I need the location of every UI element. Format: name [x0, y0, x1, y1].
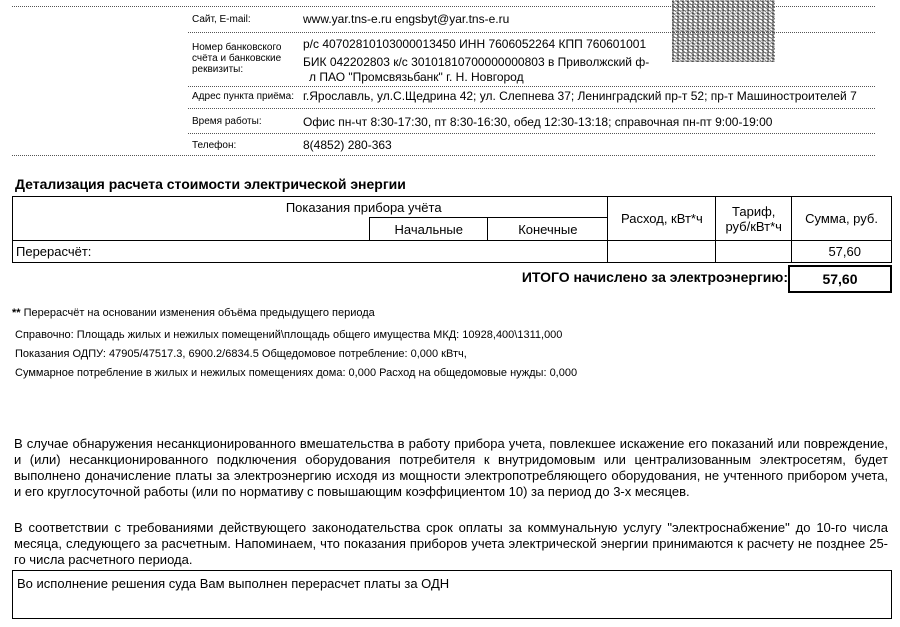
- ref-line-3: Суммарное потребление в жилых и нежилых помещениях дома: 0,000 Расход на общедомовые нужды: 0,000: [15, 367, 578, 379]
- divider: [188, 108, 875, 109]
- bank-label: Номер банковского счёта и банковские реквизиты:: [192, 42, 282, 75]
- col-sum: Сумма, руб.: [792, 197, 892, 241]
- phone-label: Телефон:: [192, 140, 237, 151]
- hours-label: Время работы:: [192, 116, 262, 127]
- address-label: Адрес пункта приёма:: [192, 91, 294, 102]
- bank-line-2: БИК 042202803 к/с 30101810700000000803 в Приволжский ф-: [303, 55, 650, 69]
- bank-line-1: р/с 40702810103000013450 ИНН 7606052264 КПП 760601001: [303, 37, 647, 51]
- ref-line-1: Справочно: Площадь жилых и нежилых помещений\площадь общего имущества МКД: 10928,400\1311,000: [15, 329, 563, 341]
- col-final: Конечные: [488, 218, 608, 241]
- divider: [188, 133, 875, 134]
- footnote-text: Перерасчёт на основании изменения объёма предыдущего периода: [20, 307, 375, 319]
- total-value: 57,60: [788, 265, 892, 293]
- readings-blank: [13, 218, 370, 241]
- court-notice-box: [12, 570, 892, 619]
- site-label: Сайт, E-mail:: [192, 14, 251, 25]
- tampering-paragraph: В случае обнаружения несанкционированного вмешательства в работу прибора учета, повлекшее искажение его показаний или повреждение, и (или) несанкционированного подключения оборудования потребителя к внутридомовым или централизованным электросетям, будет выполнено доначисление платы за электроэнергию исходя из мощности электропотребляющего оборудования, не учтенного прибором учета, и его круглосуточной работы (или по нормативу с повышающим коэффициентом 10) за период до 3-х месяцев.: [14, 436, 888, 499]
- total-label: ИТОГО начислено за электроэнергию:: [521, 269, 788, 285]
- site-value: www.yar.tns-e.ru engsbyt@yar.tns-e.ru: [303, 12, 510, 26]
- row-sum: 57,60: [792, 241, 892, 263]
- row-consumption: [608, 241, 716, 263]
- divider: [188, 32, 875, 33]
- bank-line-3: л ПАО "Промсвязьбанк" г. Н. Новгород: [309, 70, 524, 84]
- court-notice-text: Во исполнение решения суда Вам выполнен перерасчет платы за ОДН: [17, 576, 450, 591]
- col-readings: Показания прибора учёта: [13, 197, 608, 218]
- footnote-mark: **: [12, 307, 21, 319]
- hours-value: Офис пн-чт 8:30-17:30, пт 8:30-16:30, обед 12:30-13:18; справочная пн-пт 9:00-19:00: [303, 115, 773, 129]
- col-initial: Начальные: [370, 218, 488, 241]
- details-table: [12, 196, 892, 263]
- row-label: Перерасчёт:: [13, 241, 608, 263]
- row-tariff: [716, 241, 792, 263]
- total-row: [12, 265, 892, 291]
- details-title: Детализация расчета стоимости электрической энергии: [15, 176, 406, 192]
- col-consumption: Расход, кВт*ч: [608, 197, 716, 241]
- address-value: г.Ярославль, ул.С.Щедрина 42; ул. Слепнева 37; Ленинградский пр-т 52; пр-т Машиностроителей 7: [303, 89, 857, 103]
- col-tariff: Тариф, руб/кВт*ч: [716, 197, 792, 241]
- ref-line-2: Показания ОДПУ: 47905/47517.3, 6900.2/6834.5 Общедомовое потребление: 0,000 кВтч,: [15, 348, 467, 360]
- footnote: [12, 307, 375, 319]
- divider-bottom: [12, 155, 875, 156]
- phone-value: 8(4852) 280-363: [303, 138, 392, 152]
- payment-paragraph: В соответствии с требованиями действующего законодательства срок оплаты за коммунальную услугу "электроснабжение" до 10-го числа месяца, следующего за расчетным. Напоминаем, что показания приборов учета электрической энергии принимаются к расчету не позднее 25-го числа расчетного периода.: [14, 520, 888, 567]
- divider: [188, 86, 875, 87]
- qr-code-overlay: [672, 0, 775, 62]
